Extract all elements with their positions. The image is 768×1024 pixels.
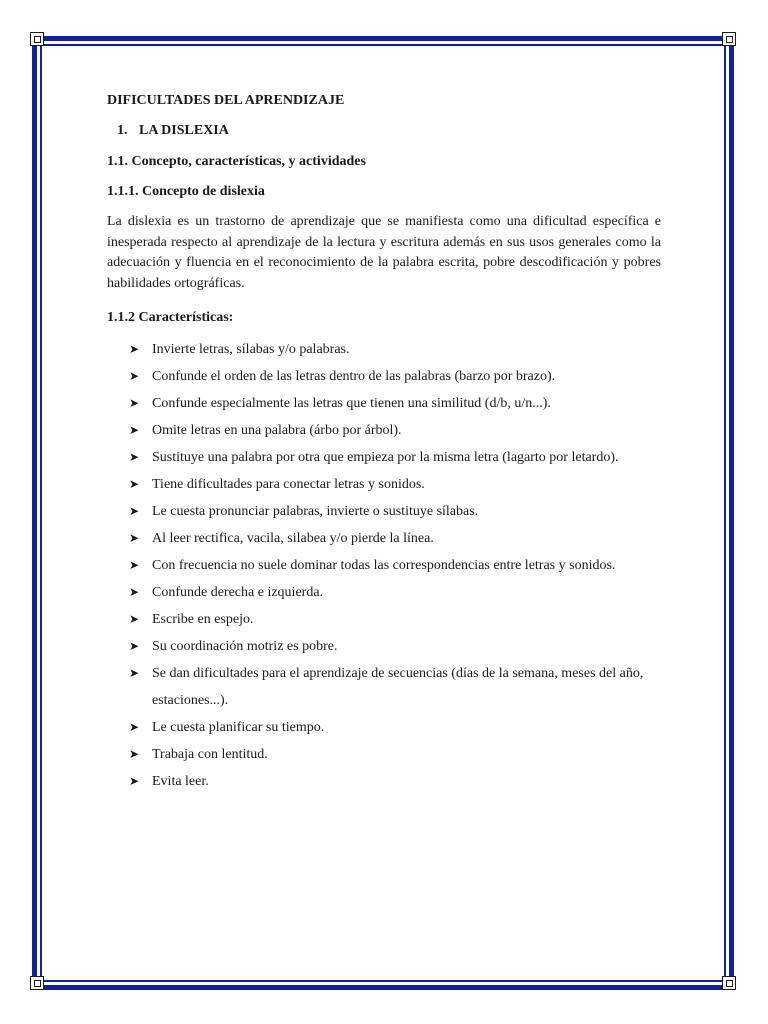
section-heading [117, 122, 229, 140]
list-item [129, 363, 665, 390]
arrow-bullet-icon: ➤ [129, 423, 140, 437]
list-item [129, 606, 665, 633]
list-item [129, 579, 665, 606]
list-item-text: Omite letras en una palabra (árbo por árbol). [152, 423, 402, 438]
list-item-text: Le cuesta planificar su tiempo. [152, 720, 325, 735]
arrow-bullet-icon: ➤ [129, 342, 140, 356]
list-item-text: Tiene dificultades para conectar letras y sonidos. [152, 477, 425, 492]
list-item-text: Trabaja con lentitud. [152, 747, 268, 762]
list-item [129, 768, 665, 795]
arrow-bullet-icon: ➤ [129, 369, 140, 383]
border-corner-ornament [30, 32, 44, 46]
border-corner-ornament [722, 32, 736, 46]
border-corner-ornament [30, 976, 44, 990]
list-item [129, 552, 665, 579]
list-item-text: Confunde el orden de las letras dentro de las palabras (barzo por brazo). [152, 369, 556, 384]
list-item [129, 471, 665, 498]
list-item [129, 390, 665, 417]
arrow-bullet-icon: ➤ [129, 531, 140, 545]
arrow-bullet-icon: ➤ [129, 450, 140, 464]
border-corner-ornament [722, 976, 736, 990]
list-item [129, 498, 665, 525]
subsection-heading: 1.1.2 Características: [107, 310, 234, 325]
arrow-bullet-icon: ➤ [129, 612, 140, 626]
list-item-text: Confunde especialmente las letras que tienen una similitud (d/b, u/n...). [152, 396, 551, 411]
list-item [129, 633, 665, 660]
list-item [129, 660, 665, 714]
list-item-text: Con frecuencia no suele dominar todas las correspondencias entre letras y sonidos. [152, 558, 616, 573]
subsection-heading: 1.1.1. Concepto de dislexia [107, 184, 265, 199]
list-item [129, 336, 665, 363]
document-title: DIFICULTADES DEL APRENDIZAJE [107, 93, 345, 108]
list-item-text: Al leer rectifica, vacila, silabea y/o pierde la línea. [152, 531, 434, 546]
arrow-bullet-icon: ➤ [129, 747, 140, 761]
arrow-bullet-icon: ➤ [129, 774, 140, 788]
definition-paragraph: La dislexia es un trastorno de aprendizaje que se manifiesta como una dificultad específica e inesperada respecto al aprendizaje de la lectura y escritura además en sus usos generales como la adecuación y fluencia en el reconocimiento de la palabra escrita, pobre descodificación y pobres habilidades ortográficas. [107, 214, 661, 291]
arrow-bullet-icon: ➤ [129, 504, 140, 518]
arrow-bullet-icon: ➤ [129, 585, 140, 599]
list-item [129, 714, 665, 741]
subsection-heading: 1.1. Concepto, características, y actividades [107, 154, 366, 169]
arrow-bullet-icon: ➤ [129, 639, 140, 653]
section-number: 1. [117, 123, 128, 138]
list-item [129, 417, 665, 444]
arrow-bullet-icon: ➤ [129, 720, 140, 734]
list-item-text: Le cuesta pronunciar palabras, invierte o sustituye sílabas. [152, 504, 479, 519]
list-item [129, 444, 665, 471]
arrow-bullet-icon: ➤ [129, 477, 140, 491]
arrow-bullet-icon: ➤ [129, 666, 140, 680]
arrow-bullet-icon: ➤ [129, 558, 140, 572]
list-item-text: Confunde derecha e izquierda. [152, 585, 324, 600]
list-item-text: Invierte letras, sílabas y/o palabras. [152, 342, 350, 357]
characteristics-list [129, 336, 665, 795]
list-item [129, 741, 665, 768]
list-item-text: Sustituye una palabra por otra que empieza por la misma letra (lagarto por letardo). [152, 450, 619, 465]
arrow-bullet-icon: ➤ [129, 396, 140, 410]
list-item [129, 525, 665, 552]
list-item-text: Evita leer. [152, 774, 209, 789]
list-item-text: Su coordinación motriz es pobre. [152, 639, 338, 654]
list-item-text: Escribe en espejo. [152, 612, 254, 627]
list-item-text: Se dan dificultades para el aprendizaje de secuencias (días de la semana, meses del año, estaciones...). [152, 666, 644, 708]
section-label: LA DISLEXIA [139, 123, 229, 138]
